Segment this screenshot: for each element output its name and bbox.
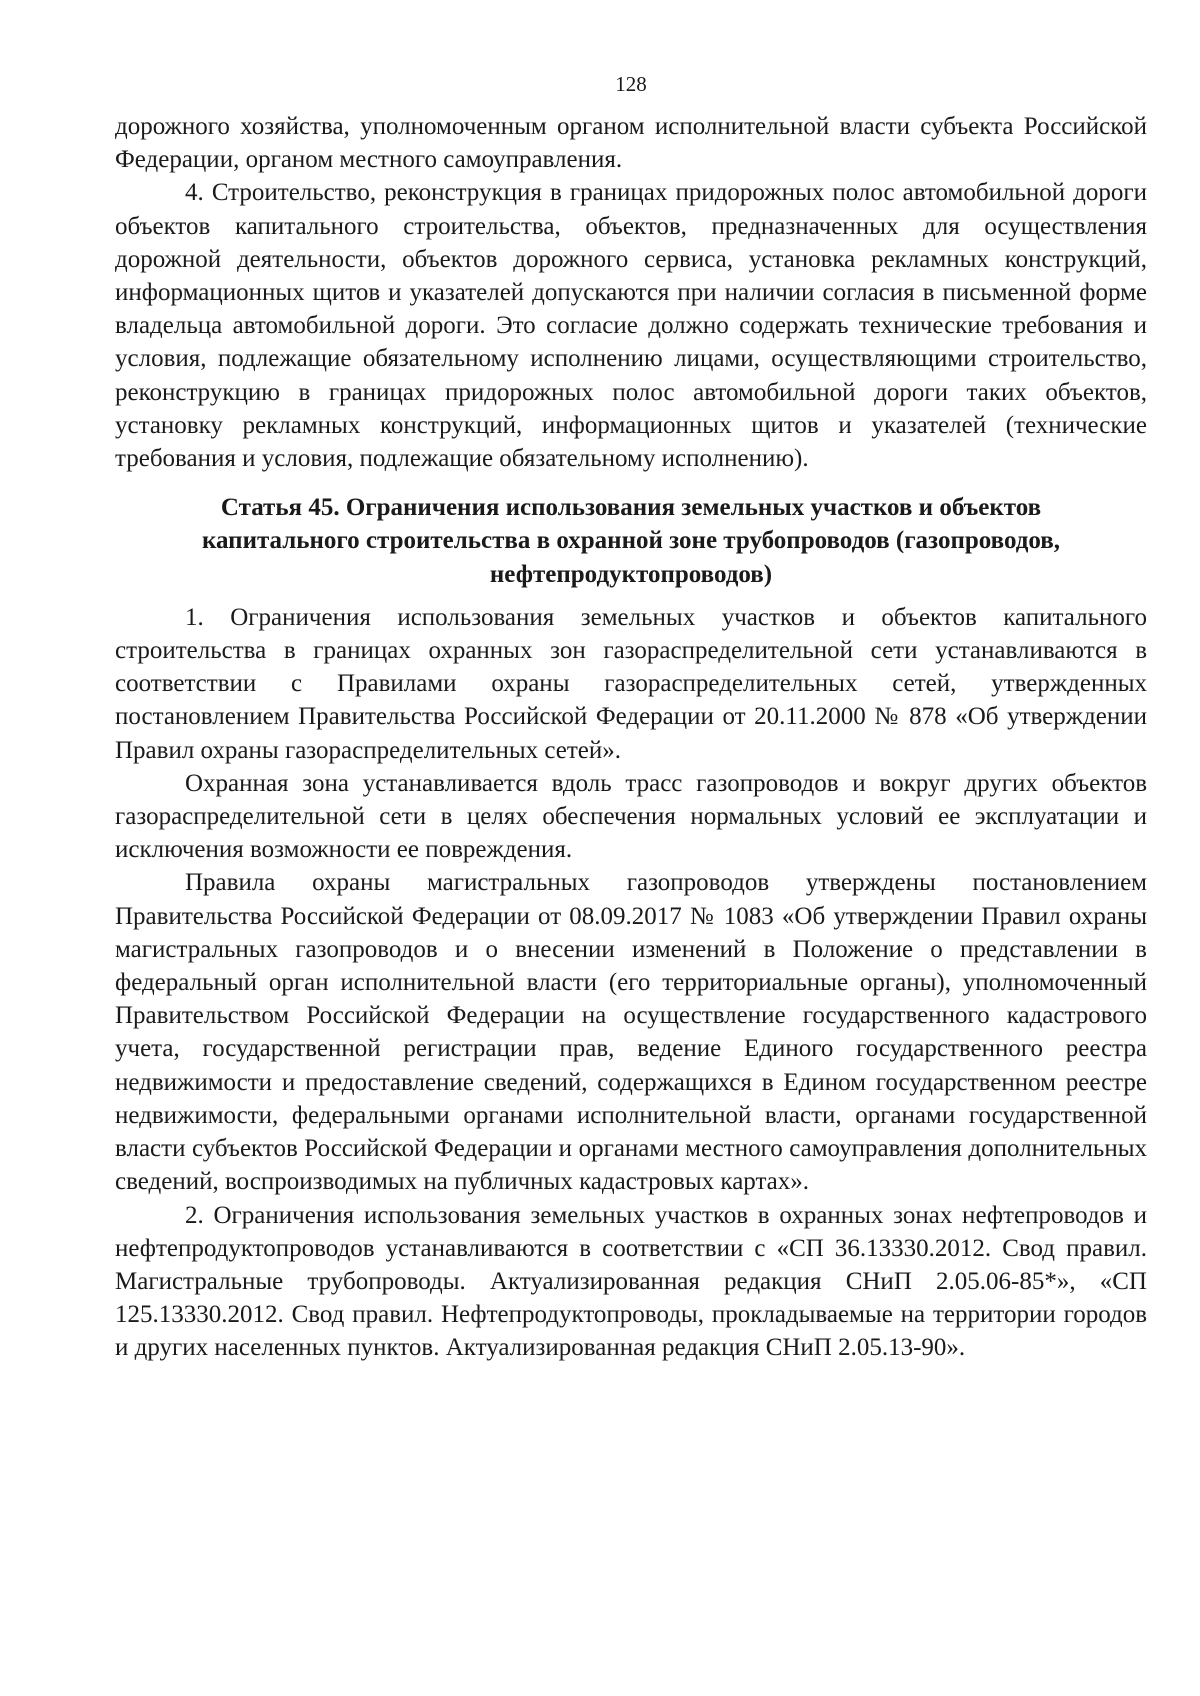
page-number: 128 (615, 72, 647, 96)
paragraph-gas-pipeline-rules: Правила охраны магистральных газопроводов утверждены постановлением Правительства Российской Федерации от 08.09.2017 № 1083 «Об утверждении Правил охраны магистральных газопроводов и о внесении изменений в Положение о представлении в федеральный орган исполнительной власти (его территориальные органы), уполномоченный Правительством Российской Федерации на осуществление государственного кадастрового учета, государственной регистрации прав, ведение Единого государственного реестра недвижимости и предоставление сведений, содержащихся в Едином государственном реестре недвижимости, федеральными органами исполнительной власти, органами государственной власти субъектов Российской Федерации и органами местного самоуправления дополнительных сведений, воспроизводимых на публичных кадастровых картах». (115, 869, 1147, 1196)
document-page (115, 68, 1147, 1365)
paragraph-protection-zone: Охранная зона устанавливается вдоль трасс газопроводов и вокруг других объектов газораспределительной сети в целях обеспечения нормальных условий ее эксплуатации и исключения возможности ее повреждения. (115, 769, 1147, 864)
paragraph-item-4: 4. Строительство, реконструкция в границах придорожных полос автомобильной дороги объектов капитального строительства, объектов, предназначенных для осуществления дорожной деятельности, объектов дорожного сервиса, установка рекламных конструкций, информационных щитов и указателей допускаются при наличии согласия в письменной форме владельца автомобильной дороги. Это согласие должно содержать технические требования и условия, подлежащие обязательному исполнению лицами, осуществляющими строительство, реконструкцию в границах придорожных полос автомобильной дороги таких объектов, установку рекламных конструкций, информационных щитов и указателей (технические требования и условия, подлежащие обязательному исполнению). (115, 179, 1147, 473)
paragraph-item-2: 2. Ограничения использования земельных участков в охранных зонах нефтепроводов и нефтепродуктопроводов устанавливаются в соответствии с «СП 36.13330.2012. Свод правил. Магистральные трубопроводы. Актуализированная редакция СНиП 2.05.06-85*», «СП 125.13330.2012. Свод правил. Нефтепродуктопроводы, прокладываемые на территории городов и других населенных пунктов. Актуализированная редакция СНиП 2.05.13-90». (115, 1201, 1147, 1362)
paragraph-continuation: дорожного хозяйства, уполномоченным органом исполнительной власти субъекта Российской Федерации, органом местного самоуправления. (115, 113, 1147, 174)
article-heading: Статья 45. Ограничения использования земельных участков и объектов капитального строительства в охранной зоне трубопроводов (газопроводов, нефтепродуктопроводов) (201, 494, 1061, 588)
paragraph-item-1: 1. Ограничения использования земельных участков и объектов капитального строительства в границах охранных зон газораспределительной сети устанавливаются в соответствии с Правилами охраны газораспределительных сетей, утвержденных постановлением Правительства Российской Федерации от 20.11.2000 № 878 «Об утверждении Правил охраны газораспределительных сетей». (115, 603, 1147, 764)
